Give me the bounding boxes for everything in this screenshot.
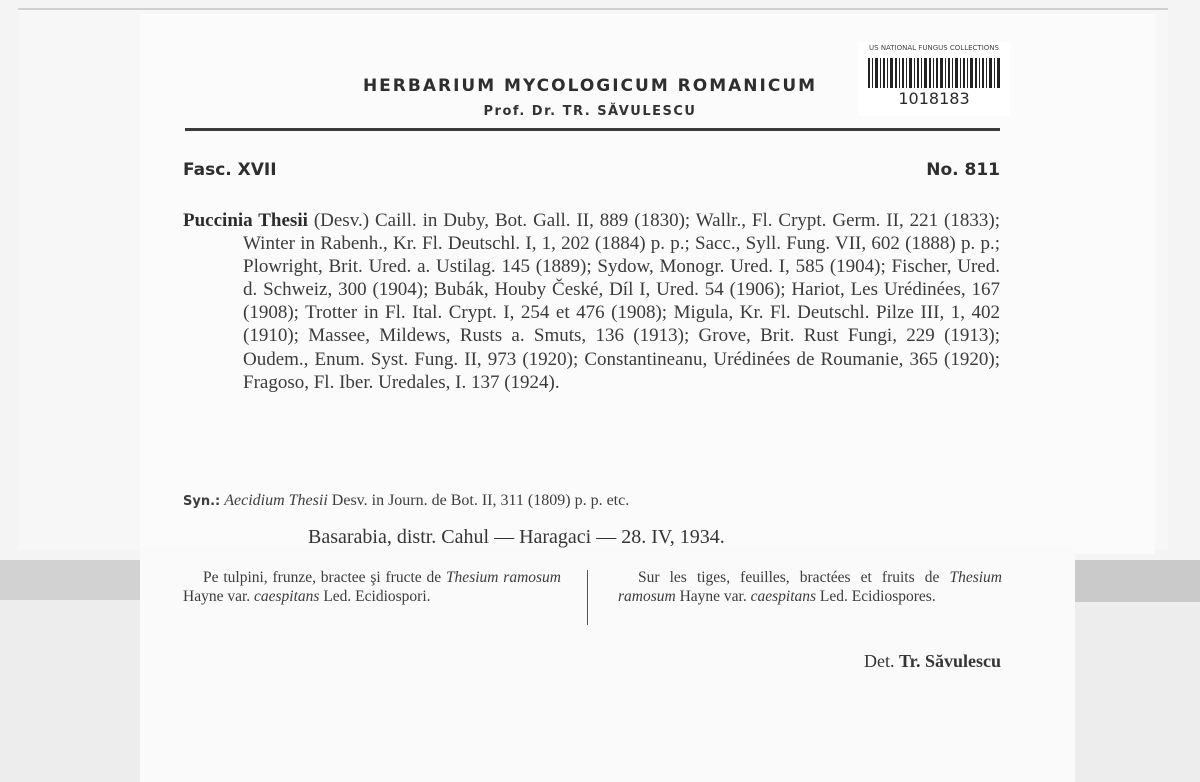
barcode-caption: US NATIONAL FUNGUS COLLECTIONS <box>869 44 999 52</box>
host-fr-text: Sur les tiges, feuilles, bractées et fruits de <box>638 569 940 586</box>
species-name: Puccinia Thesii <box>183 210 308 231</box>
host-ro-variety: caespitans <box>254 588 320 605</box>
herbarium-subtitle: Prof. Dr. TR. SĂVULESCU <box>483 104 697 119</box>
synonym-label: Syn.: <box>183 494 221 509</box>
host-ro-middle: Hayne var. <box>183 588 251 605</box>
determiner <box>864 651 1001 672</box>
header-rule <box>185 128 1000 131</box>
collection-locality: Basarabia, distr. Cahul — Haragaci — 28. IV, 1934. <box>308 526 725 548</box>
host-ro-name: Thesium ramosum <box>445 569 561 586</box>
host-fr-middle: Hayne var. <box>679 588 747 605</box>
herbarium-title: HERBARIUM MYCOLOGICUM ROMANICUM <box>362 76 818 96</box>
determiner-name: Tr. Săvulescu <box>898 651 1001 671</box>
sheet-shadow <box>1075 560 1200 602</box>
host-ro-text: Pe tulpini, frunze, bractee şi fructe de <box>203 569 442 586</box>
specimen-number: No. 811 <box>926 160 1000 180</box>
determiner-prefix: Det. <box>863 651 895 671</box>
host-fr-after: Led. Ecidiospores. <box>819 588 936 605</box>
host-fr-name: Thesium ramosum <box>618 569 1002 605</box>
species-citation <box>183 209 1000 394</box>
synonym-line <box>183 492 629 510</box>
synonym-citation: Desv. in Journ. de Bot. II, 311 (1809) p. p. etc. <box>331 492 630 509</box>
barcode-label <box>858 42 1010 116</box>
host-fr-variety: caespitans <box>750 588 817 605</box>
host-description-romanian <box>183 568 561 606</box>
citation-text: (Desv.) Caill. in Duby, Bot. Gall. II, 889 (1830); Wallr., Fl. Crypt. Germ. II, 221 (1833); Winter in Rabenh., Kr. Fl. Deutschl. I, 1, 202 (1884) p. p.; Sacc., Syll. Fung. VII, 602 (1888) p. p.; Plowright, Brit. Ured. a. Ustilag. 145 (1889); Sydow, Monogr. Ured. I, 585 (1904); Fischer, Ured. d. Schweiz, 300 (1904); Bubák, Houby České, Díl I, Ured. 54 (1906); Hariot, Les Urédinées, 167 (1908); Trotter in Fl. Ital. Crypt. I, 254 et 476 (1908); Migula, Kr. Fl. Deutschl. Pilze III, 1, 402 (1910); Massee, Mildews, Rusts a. Smuts, 136 (1913); Grove, Brit. Rust Fungi, 229 (1913); Oudem., Enum. Syst. Fung. II, 973 (1920); Constantineanu, Urédinées de Roumanie, 365 (1920); Fragoso, Fl. Iber. Uredales, I. 137 (1924). <box>243 210 1000 393</box>
column-divider <box>587 570 588 625</box>
synonym-name: Aecidium Thesii <box>224 492 328 509</box>
host-description-french <box>618 568 1002 606</box>
barcode-icon <box>868 58 1000 88</box>
barcode-number: 1018183 <box>898 89 970 108</box>
host-ro-after: Led. Ecidiospori. <box>323 588 431 605</box>
fascicle-number: Fasc. XVII <box>183 160 277 180</box>
